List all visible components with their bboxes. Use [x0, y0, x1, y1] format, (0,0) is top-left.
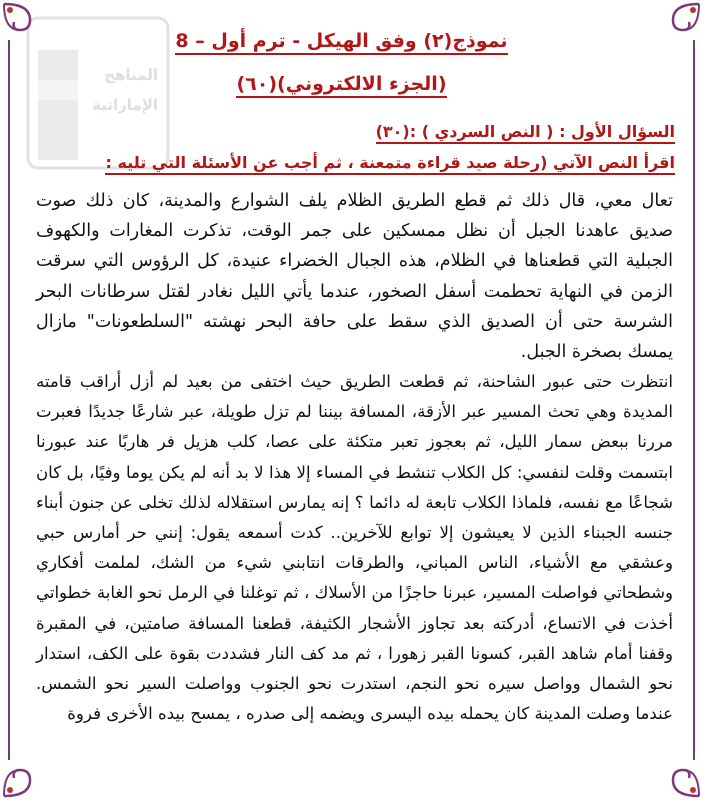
question-instruction: اقرأ النص الآتي (رحلة صيد قراءة متمعنة ، ثم أجب عن الأسئلة التي تليه : — [105, 153, 675, 175]
question-title: السؤال الأول : ( النص السردي ) :(٣٠) — [376, 122, 675, 144]
corner-ornament-top-left — [0, 0, 60, 60]
passage-paragraph-2: انتظرت حتى عبور الشاحنة، ثم قطعت الطريق حيث اختفى من بعيد لم أزل أراقب قامته المديدة وهي تحث المسير عبر الأزقة، المسافة بيننا لم تزل طويلة، عبر شارعًا جديدًا فعبرت مررنا ببعض سمار الليل، ثم بعجوز تعبر متكئة على عصا، كلب هزيل فر هاربًا عند عبورنا ابتسمت وقلت لنفسي: كل الكلاب تنشط في المساء إلا هذا لا بد أنه لم يكن يوما وفيًا، بل كان شجاعًا مع نفسه، فلماذا الكلاب تابعة له دائما ؟ إنه يمارس استقلاله لذلك تخلى عن جنون أبناء جنسه الجبناء الذين لا يعيشون إلا توابع للآخرين.. كدت أسمعه يقول: إنني حر أمارس حبي وعشقي مع الأشياء، الناس المباني، والطرقات انتابني شيء من الشك، لملمت أفكاري وشطحاتي فواصلت المسير، عبرنا حاجزًا من الأسلاك ، ثم توغلنا في الرمل نحو الغابة خطواتي أخذت في الاتساع، أدركته بعد تجاوز الأشجار الكثيفة، قطعنا المسافة صامتين، في المقبرة وقفنا أمام شاهد القبر، كسونا القبر زهورا ، ثم مد كف النار فشددت بقوة على الكف، استدار نحو الشمال وواصل سيره نحو النجم، استدرت نحو الجنوب وواصلت السير نحو الشمس. عندما وصلت المدينة كان يحمله بيده اليسرى ويضمه إلى صدره ، يمسح بيده الأخرى فروة — [36, 372, 673, 724]
corner-ornament-bottom-left — [0, 740, 60, 800]
watermark-line2: الإماراتية — [92, 96, 158, 114]
header-title-text: نموذج(٢) وفق الهيكل - ترم أول – 8 — [175, 30, 507, 55]
header-subtitle — [170, 73, 513, 95]
watermark-line1: المناهج — [104, 66, 158, 84]
passage-paragraph-1: تعال معي، قال ذلك ثم قطع الطريق الظلام يلف الشوارع والمدينة، كان ذلك صوت صديق عاهدنا الجبل أن نظل ممسكين على جمر الوقت، تذكرت المغارات والكهوف الجبلية التي قطعناها في الظلام، هذه الجبال الخضراء عنيدة، كل الرؤوس التي سرقت الزمن في النهاية تحطمت أسفل الصخور، عندما يأتي الليل نغادر لقتل سرطانات البحر الشرسة حتى أن الصديق الذي سقط على حافة البحر نهشته "السلطعونات" مازال يمسك بصخرة الجبل. — [36, 191, 673, 363]
header-subtitle-text: (الجزء الالكتروني)(٦٠) — [236, 73, 446, 98]
frame-left-line — [8, 40, 10, 760]
corner-ornament-top-right — [643, 0, 703, 60]
corner-ornament-bottom-right — [643, 740, 703, 800]
header-title — [170, 30, 513, 52]
frame-right-line — [693, 40, 695, 760]
